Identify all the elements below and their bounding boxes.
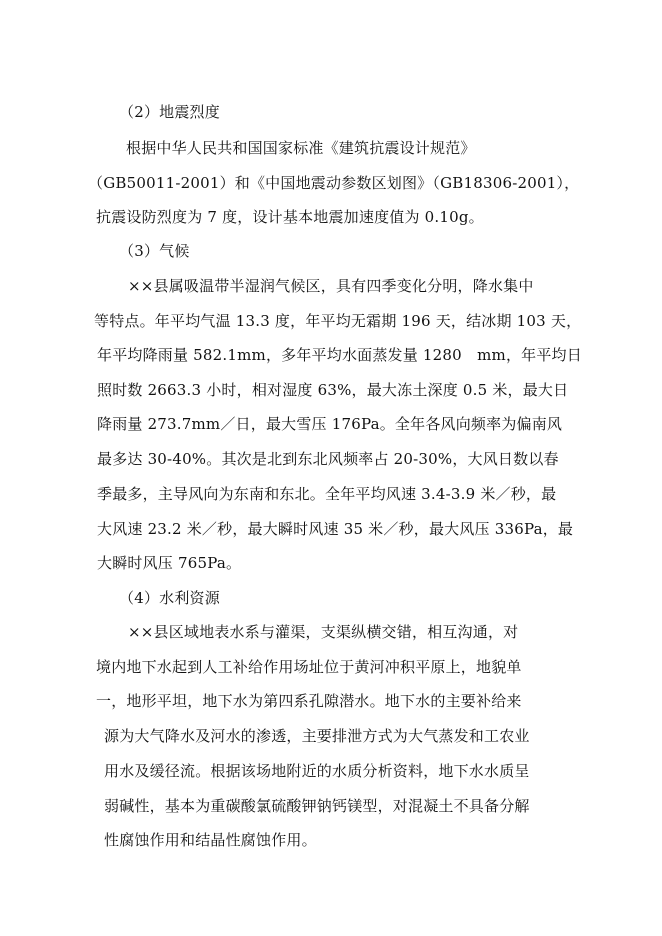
climate-paragraph-line: 季最多，主导风向为东南和东北。全年平均风速 3.4-3.9 米／秒，最 — [97, 485, 557, 503]
climate-paragraph-line: 年平均降雨量 582.1mm，多年平均水面蒸发量 1280 mm，年平均日 — [97, 346, 582, 364]
water-paragraph-line: 一，地形平坦，地下水为第四系孔隙潜水。地下水的主要补给来 — [96, 692, 522, 710]
climate-paragraph-line: ××县属吸温带半湿润气候区，具有四季变化分明，降水集中 — [128, 277, 534, 295]
water-paragraph-line: 弱碱性，基本为重碳酸氯硫酸钾钠钙镁型，对混凝土不具备分解 — [104, 797, 530, 815]
seismic-paragraph-line: （GB50011-2001）和《中国地震动参数区划图》（GB18306-2001）， — [88, 174, 580, 192]
seismic-paragraph-line: 抗震设防烈度为 7 度，设计基本地震加速度值为 0.10g。 — [96, 208, 484, 226]
water-paragraph-line: ××县区域地表水系与灌渠，支渠纵横交错，相互沟通，对 — [128, 623, 519, 641]
water-paragraph-line: 用水及缓径流。根据该场地附近的水质分析资料，地下水水质呈 — [104, 762, 530, 780]
climate-paragraph-line: 降雨量 273.7mm／日，最大雪压 176Pa。全年各风向频率为偏南风 — [97, 415, 563, 433]
climate-paragraph-line: 等特点。年平均气温 13.3 度，年平均无霜期 196 天，结冰期 103 天， — [94, 312, 582, 330]
water-paragraph-line: 源为大气降水及河水的渗透，主要排泄方式为大气蒸发和工农业 — [104, 727, 530, 745]
water-paragraph-line: 性腐蚀作用和结晶性腐蚀作用。 — [104, 831, 317, 849]
heading-seismic-intensity: （2）地震烈度 — [119, 103, 220, 121]
heading-water-resources: （4）水利资源 — [119, 589, 220, 607]
heading-climate: （3）气候 — [119, 242, 190, 260]
climate-paragraph-line: 大瞬时风压 765Pa。 — [97, 554, 242, 572]
water-paragraph-line: 境内地下水起到人工补给作用场址位于黄河冲积平原上，地貌单 — [96, 658, 522, 676]
climate-paragraph-line: 最多达 30-40%。其次是北到东北风频率占 20-30%，大风日数以春 — [97, 450, 559, 468]
climate-paragraph-line: 大风速 23.2 米／秒，最大瞬时风速 35 米／秒，最大风压 336Pa，最 — [97, 520, 574, 538]
seismic-paragraph-line: 根据中华人民共和国国家标准《建筑抗震设计规范》 — [126, 139, 476, 157]
climate-paragraph-line: 照时数 2663.3 小时，相对湿度 63%，最大冻土深度 0.5 米，最大日 — [97, 381, 569, 399]
